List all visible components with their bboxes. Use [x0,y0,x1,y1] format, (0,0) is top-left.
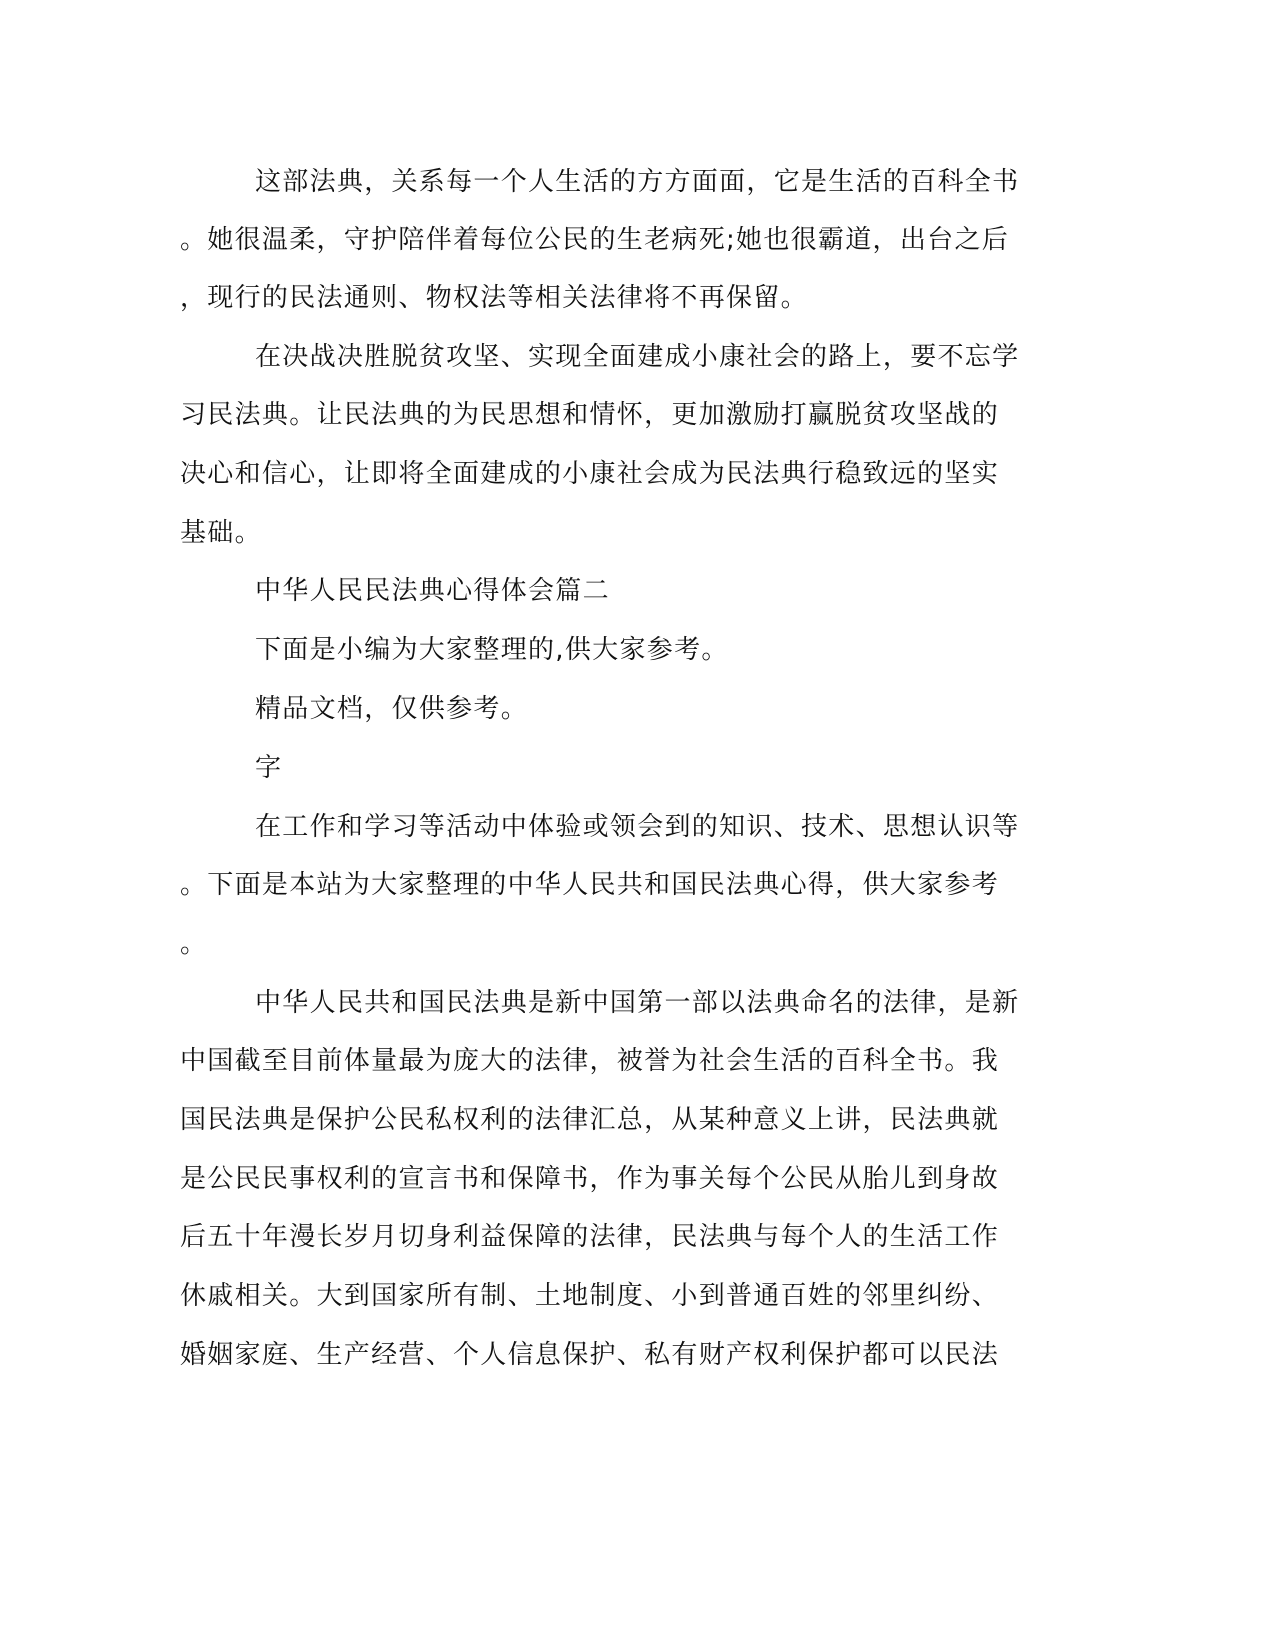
text-line: 在工作和学习等活动中体验或领会到的知识、技术、思想认识等 [255,812,1020,842]
text-line: 国民法典是保护公民私权利的法律汇总，从某种意义上讲，民法典就 [180,1105,1000,1135]
text-line: 。 [180,929,208,959]
text-line: 休戚相关。大到国家所有制、土地制度、小到普通百姓的邻里纠纷、 [180,1281,1000,1311]
text-line: 中华人民共和国民法典是新中国第一部以法典命名的法律，是新 [255,988,1020,1018]
text-line: 习民法典。让民法典的为民思想和情怀，更加激励打赢脱贫攻坚战的 [180,400,1000,430]
text-line: 字 [255,753,283,783]
text-line: 这部法典，关系每一个人生活的方方面面，它是生活的百科全书 [255,167,1020,197]
text-line: 是公民民事权利的宣言书和保障书，作为事关每个公民从胎儿到身故 [180,1164,1000,1194]
text-line: 。她很温柔，守护陪伴着每位公民的生老病死;她也很霸道，出台之后 [180,225,1010,255]
text-line: 。下面是本站为大家整理的中华人民共和国民法典心得，供大家参考 [180,870,1000,900]
text-line: 在决战决胜脱贫攻坚、实现全面建成小康社会的路上，要不忘学 [255,342,1020,372]
text-line: 婚姻家庭、生产经营、个人信息保护、私有财产权利保护都可以民法 [180,1340,1000,1370]
text-line: ，现行的民法通则、物权法等相关法律将不再保留。 [180,283,808,313]
text-line: 基础。 [180,518,262,548]
text-line: 下面是小编为大家整理的,供大家参考。 [255,635,729,665]
text-line: 后五十年漫长岁月切身利益保障的法律，民法典与每个人的生活工作 [180,1222,1000,1252]
section-heading: 中华人民民法典心得体会篇二 [255,576,610,606]
text-line: 精品文档，仅供参考。 [255,694,529,724]
text-line: 中国截至目前体量最为庞大的法律，被誉为社会生活的百科全书。我 [180,1046,1000,1076]
text-line: 决心和信心，让即将全面建成的小康社会成为民法典行稳致远的坚实 [180,459,1000,489]
